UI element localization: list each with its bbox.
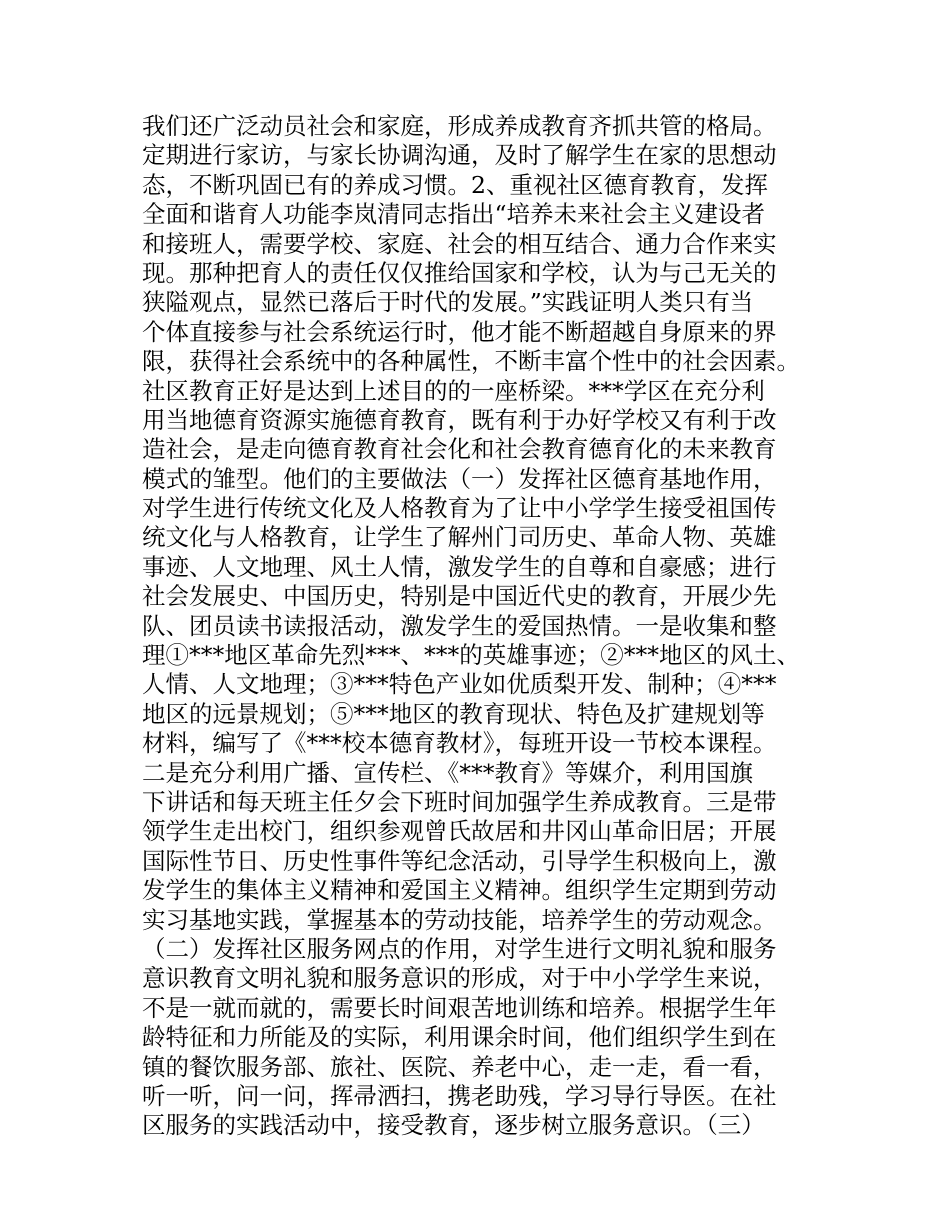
text-line: 用当地德育资源实施德育教育，既有利于办好学校又有利于改 [142, 405, 777, 434]
text-line: 实习基地实践，掌握基本的劳动技能，培养学生的劳动观念。 [142, 905, 777, 934]
text-line: 下讲话和每天班主任夕会下班时间加强学生养成教育。三是带 [142, 787, 777, 816]
body-text [142, 112, 822, 1141]
text-line: 意识教育文明礼貌和服务意识的形成，对于中小学学生来说， [142, 964, 777, 993]
text-line: 狭隘观点，显然已落后于时代的发展。”实践证明人类只有当 [142, 288, 754, 317]
text-line: 我们还广泛动员社会和家庭，形成养成教育齐抓共管的格局。 [142, 112, 777, 140]
text-line: 不是一就而就的，需要长时间艰苦地训练和培养。根据学生年 [142, 993, 777, 1022]
text-line: 社区教育正好是达到上述目的的一座桥梁。***学区在充分利 [142, 376, 765, 405]
text-line: 材料，编写了《***校本德育教材》，每班开设一节校本课程。 [142, 729, 777, 758]
text-line: 限，获得社会系统中的各种属性，不断丰富个性中的社会因素。 [142, 347, 800, 376]
text-line: 社会发展史、中国历史，特别是中国近代史的教育，开展少先 [142, 582, 777, 611]
text-line: 模式的雏型。他们的主要做法（一）发挥社区德育基地作用， [142, 464, 777, 493]
text-line: 国际性节日、历史性事件等纪念活动，引导学生积极向上，激 [142, 846, 777, 875]
text-line: 队、团员读书读报活动，激发学生的爱国热情。一是收集和整 [142, 611, 777, 640]
text-line: 态，不断巩固已有的养成习惯。2、重视社区德育教育，发挥 [142, 170, 768, 199]
text-line: 区服务的实践活动中，接受教育，逐步树立服务意识。（三） [142, 1111, 765, 1140]
text-line: 个体直接参与社会系统运行时，他才能不断超越自身原来的界 [142, 317, 777, 346]
text-line: （二）发挥社区服务网点的作用，对学生进行文明礼貌和服务 [142, 934, 777, 963]
text-line: 地区的远景规划；⑤***地区的教育现状、特色及扩建规划等 [142, 699, 765, 728]
text-line: 统文化与人格教育，让学生了解州门司历史、革命人物、英雄 [142, 523, 777, 552]
text-line: 镇的餐饮服务部、旅社、医院、养老中心，走一走，看一看， [142, 1052, 777, 1081]
text-line: 全面和谐育人功能李岚清同志指出“培养未来社会主义建设者 [142, 200, 766, 229]
text-line: 和接班人，需要学校、家庭、社会的相互结合、通力合作来实 [142, 229, 777, 258]
text-line: 造社会，是走向德育教育社会化和社会教育德育化的未来教育 [142, 435, 777, 464]
text-line: 二是充分利用广播、宣传栏、《***教育》等媒介，利用国旗 [142, 758, 753, 787]
text-line: 定期进行家访，与家长协调沟通，及时了解学生在家的思想动 [142, 141, 777, 170]
text-line: 现。那种把育人的责任仅仅推给国家和学校，认为与己无关的 [142, 258, 777, 287]
text-line: 人情、人文地理；③***特色产业如优质梨开发、制种；④*** [142, 670, 777, 699]
text-line: 事迹、人文地理、风土人情，激发学生的自尊和自豪感；进行 [142, 552, 777, 581]
text-line: 龄特征和力所能及的实际，利用课余时间，他们组织学生到在 [142, 1023, 777, 1052]
text-line: 对学生进行传统文化及人格教育为了让中小学学生接受祖国传 [142, 494, 777, 523]
text-line: 领学生走出校门，组织参观曾氏故居和井冈山革命旧居；开展 [142, 817, 777, 846]
text-line: 理①***地区革命先烈***、***的英雄事迹；②***地区的风土、 [142, 641, 800, 670]
text-line: 发学生的集体主义精神和爱国主义精神。组织学生定期到劳动 [142, 876, 777, 905]
text-line: 听一听，问一问，挥帚洒扫，携老助残，学习导行导医。在社 [142, 1081, 777, 1110]
